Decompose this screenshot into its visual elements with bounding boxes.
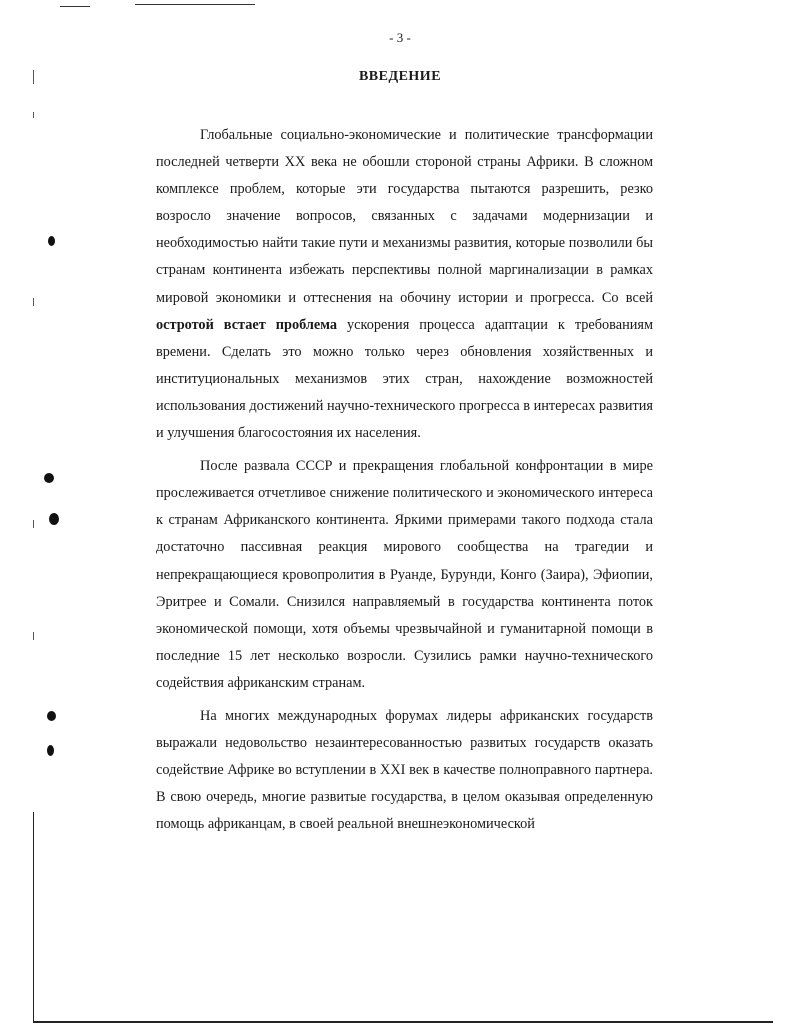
scan-line-top-left (60, 6, 90, 7)
scan-line-top-center (135, 4, 255, 5)
paragraph-1 (156, 122, 653, 447)
scan-mark (33, 632, 34, 640)
punch-hole-mark (44, 473, 54, 483)
page-number: - 3 - (389, 30, 411, 45)
scan-mark (33, 112, 34, 118)
paragraph-2: После развала СССР и прекращения глобальной конфронтации в мире прослеживается отчетливое снижение политического и экономического интереса к странам Африканского континента. Яркими примерами такого подхода стала достаточно пассивная реакция мирового сообщества на трагедии и непрекращающиеся кровопролития в Руанде, Бурунди, Конго (Заира), Эфиопии, Эритрее и Сомали. Снизился направляемый в государства континента поток экономической помощи, хотя объемы чрезвычайной и гуманитарной помощи в последние 15 лет несколько возросли. Сузились рамки научно-технического содействия африканским странам. (156, 458, 653, 691)
scan-border-left (33, 812, 34, 1022)
body-text (156, 122, 653, 838)
punch-hole-mark (49, 513, 59, 525)
scan-mark (33, 520, 34, 528)
paragraph-1-bold-phrase: остротой встает проблема (156, 316, 338, 333)
punch-hole-mark (48, 236, 55, 246)
paragraph-1-text-after: ускорения процесса адаптации к требованиям времени. Сделать это можно только через обновления хозяйственных и институциональных механизмов этих стран, нахождение возможностей использования достижений научно-технического прогресса в интересах развития и улучшения благосостояния их населения. (156, 316, 653, 442)
scan-mark (33, 298, 34, 306)
scan-border-bottom (33, 1021, 773, 1023)
paragraph-3: На многих международных форумах лидеры африканских государств выражали недовольство незаинтересованностью развитых государств оказать содействие Африке во вступлении в XXI век в качестве полноправного партнера. В свою очередь, многие развитые государства, в целом оказывая определенную помощь африканцам, в своей реальной внешнеэкономической (156, 707, 653, 833)
punch-hole-mark (47, 745, 54, 756)
page-title: ВВЕДЕНИЕ (358, 69, 442, 84)
punch-hole-mark (47, 711, 56, 721)
paragraph-1-text: Глобальные социально-экономические и политические трансформации последней четверти XX века не обошли стороной страны Африки. В сложном комплексе проблем, которые эти государства пытаются разрешить, резко возросло значение вопросов, связанных с задачами модернизации и необходимостью найти такие пути и механизмы развития, которые позволили бы странам континента избежать перспективы полной маргинализации в рамках мировой экономики и оттеснения на обочину истории и прогресса. Со всей (156, 127, 653, 306)
